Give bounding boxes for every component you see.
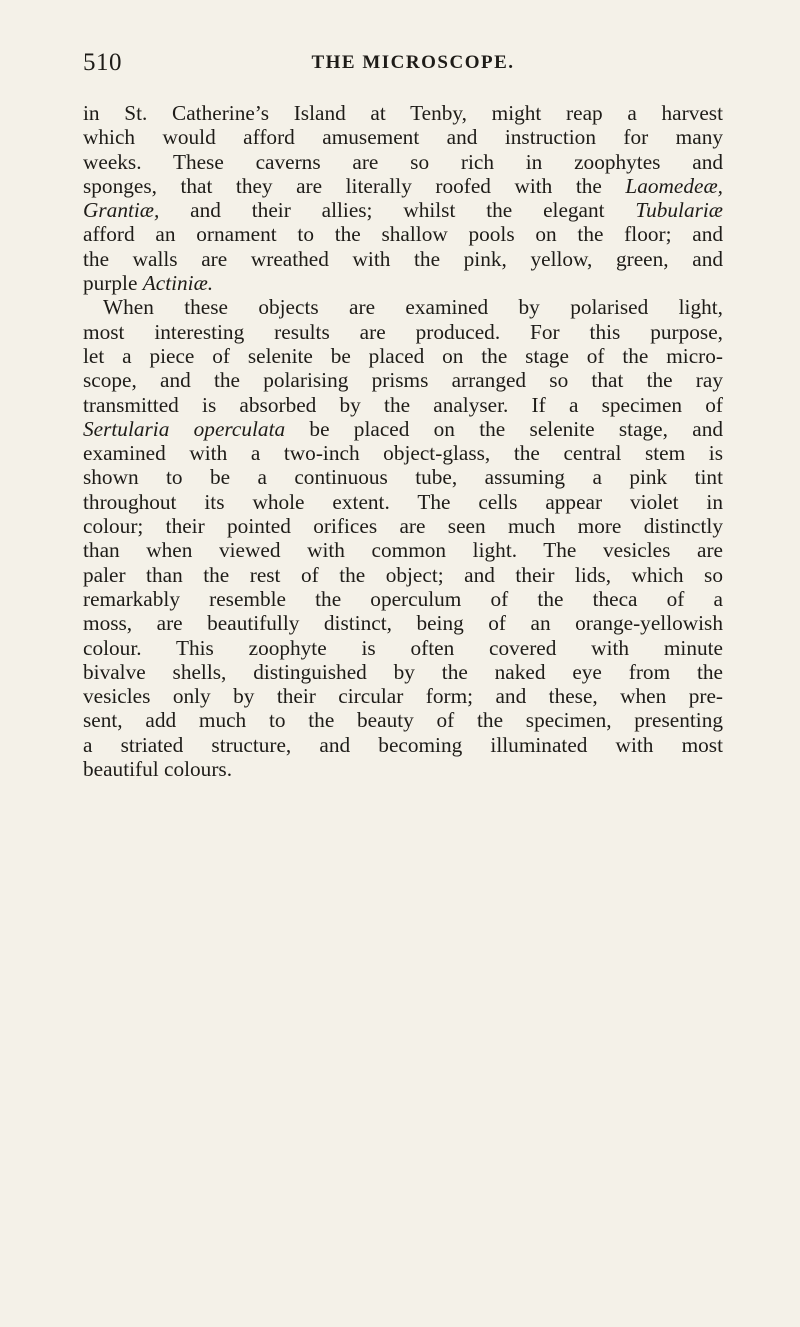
text-line	[83, 733, 723, 757]
text-line	[83, 198, 723, 222]
text-run: than when viewed with common light. The vesicles are	[83, 538, 723, 563]
text-run: weeks. These caverns are so rich in zoophytes and	[83, 149, 723, 174]
text-run: afford an ornament to the shallow pools on the floor; and	[83, 222, 723, 247]
text-line	[83, 538, 723, 562]
text-line	[83, 271, 723, 295]
text-line	[83, 708, 723, 732]
text-line	[83, 150, 723, 174]
italic-term: Tubulariæ	[635, 198, 723, 223]
text-run: transmitted is absorbed by the analyser. If a specimen of	[83, 392, 723, 417]
text-run: paler than the rest of the object; and their lids, which so	[83, 562, 723, 587]
text-line	[83, 417, 723, 441]
body-text	[83, 101, 723, 781]
text-line	[83, 611, 723, 635]
text-line	[83, 563, 723, 587]
text-run: When these objects are examined by polarised light,	[103, 295, 723, 320]
text-run: moss, are beautifully distinct, being of an orange-yellowish	[83, 611, 723, 636]
text-line	[83, 320, 723, 344]
text-line	[83, 514, 723, 538]
text-run: vesicles only by their circular form; and these, when pre-	[83, 684, 723, 709]
text-run: remarkably resemble the operculum of the theca of a	[83, 586, 723, 611]
text-line	[83, 660, 723, 684]
text-run: sponges, that they are literally roofed with the	[83, 173, 626, 198]
text-line	[83, 393, 723, 417]
text-line	[83, 490, 723, 514]
text-run: colour. This zoophyte is often covered with minute	[83, 635, 723, 660]
text-run: colour; their pointed orifices are seen much more distinctly	[83, 514, 723, 539]
text-run: scope, and the polarising prisms arranged so that the ray	[83, 368, 723, 393]
text-line	[83, 344, 723, 368]
text-line	[83, 247, 723, 271]
text-line	[83, 222, 723, 246]
text-line	[83, 125, 723, 149]
italic-term: Grantiæ,	[83, 198, 160, 223]
text-line	[83, 441, 723, 465]
text-run: beautiful colours.	[83, 757, 233, 782]
italic-term: Actiniæ.	[142, 271, 214, 296]
text-run: which would afford amusement and instruction for many	[83, 125, 723, 150]
text-run: shown to be a continuous tube, assuming a pink tint	[83, 465, 723, 490]
text-run: and their allies; whilst the elegant	[159, 198, 636, 223]
text-line	[83, 465, 723, 489]
text-run: most interesting results are produced. For this purpose,	[83, 319, 723, 344]
text-line	[83, 587, 723, 611]
text-run: be placed on the selenite stage, and	[285, 416, 723, 441]
italic-term: Laomedeæ,	[625, 173, 723, 198]
text-run: purple	[83, 271, 143, 296]
page-number: 510	[83, 49, 122, 76]
text-run: the walls are wreathed with the pink, yellow, green, and	[83, 246, 723, 271]
text-line	[83, 295, 723, 319]
text-line	[83, 684, 723, 708]
text-run: let a piece of selenite be placed on the stage of the micro-	[83, 343, 723, 368]
text-run: a striated structure, and becoming illuminated with most	[83, 732, 723, 757]
running-title: THE MICROSCOPE.	[311, 52, 515, 73]
page-header	[83, 48, 723, 82]
text-line	[83, 757, 723, 781]
text-line	[83, 101, 723, 125]
text-run: bivalve shells, distinguished by the naked eye from the	[83, 659, 723, 684]
italic-term: Sertularia operculata	[83, 416, 286, 441]
text-run: sent, add much to the beauty of the specimen, presenting	[83, 708, 723, 733]
text-line	[83, 368, 723, 392]
text-line	[83, 174, 723, 198]
text-line	[83, 636, 723, 660]
text-run: throughout its whole extent. The cells appear violet in	[83, 489, 723, 514]
text-run: in St. Catherine’s Island at Tenby, might reap a harvest	[83, 101, 723, 125]
text-run: examined with a two-inch object-glass, the central stem is	[83, 441, 723, 466]
